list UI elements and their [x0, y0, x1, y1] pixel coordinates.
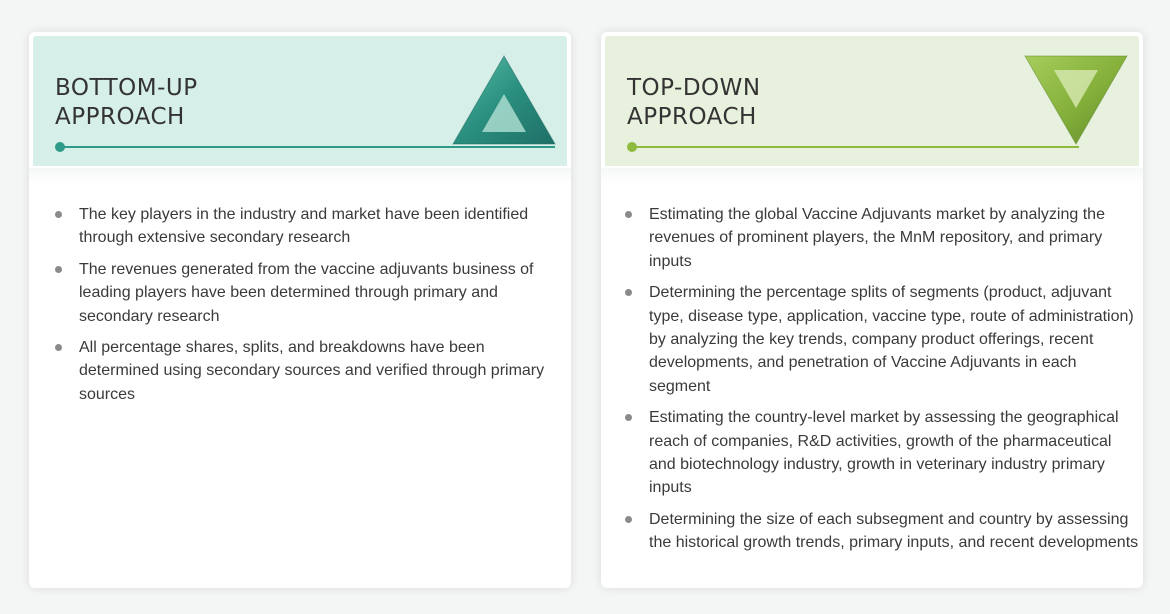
- list-item: [79, 203, 559, 250]
- bullet-icon: [625, 414, 632, 421]
- list-item: [649, 281, 1139, 398]
- bullet-icon: [625, 211, 632, 218]
- triangle-down-icon: [1023, 54, 1129, 146]
- bullet-icon: [55, 211, 62, 218]
- bullet-icon: [55, 344, 62, 351]
- bottom-up-line-dot: [55, 142, 65, 152]
- bottom-up-header: [33, 36, 567, 166]
- list-item-text: Determining the percentage splits of segments (product, adjuvant type, disease type, application, vaccine type, route of administration) by analyzing the key trends, company product offerings, recent developments, and penetration of Vaccine Adjuvants in each segment: [649, 284, 1134, 395]
- top-down-underline: [631, 146, 1079, 148]
- bottom-up-list: [79, 203, 559, 414]
- top-down-card: [601, 32, 1143, 588]
- list-item-text: Estimating the country-level market by assessing the geographical reach of companies, R&D activities, growth of the pharmaceutical and biotechnology industry, growth in veterinary industry primary inputs: [649, 409, 1119, 497]
- top-down-separator: [601, 168, 1143, 184]
- list-item: [649, 406, 1139, 500]
- top-down-header: [605, 36, 1139, 166]
- bullet-icon: [625, 289, 632, 296]
- bottom-up-underline: [59, 146, 555, 148]
- list-item: [649, 203, 1139, 273]
- bottom-up-separator: [29, 168, 571, 184]
- list-item: [79, 336, 559, 406]
- top-down-list: [649, 203, 1139, 563]
- list-item: [79, 258, 559, 328]
- bottom-up-card: [29, 32, 571, 588]
- list-item-text: All percentage shares, splits, and breakdowns have been determined using secondary sources and verified through primary sources: [79, 339, 545, 403]
- list-item-text: The key players in the industry and market have been identified through extensive secondary research: [79, 206, 529, 247]
- triangle-up-icon: [451, 54, 557, 146]
- list-item-text: The revenues generated from the vaccine adjuvants business of leading players have been determined through primary and secondary research: [79, 260, 534, 325]
- list-item-text: Estimating the global Vaccine Adjuvants market by analyzing the revenues of prominent players, the MnM repository, and primary inputs: [649, 206, 1105, 270]
- bullet-icon: [625, 516, 632, 523]
- top-down-title: TOP-DOWN APPROACH: [627, 75, 761, 130]
- top-down-line-dot: [627, 142, 637, 152]
- bullet-icon: [55, 266, 62, 273]
- list-item: [649, 508, 1139, 555]
- bottom-up-title: BOTTOM-UP APPROACH: [55, 75, 198, 130]
- list-item-text: Determining the size of each subsegment and country by assessing the historical growth trends, primary inputs, and recent developments: [649, 510, 1139, 552]
